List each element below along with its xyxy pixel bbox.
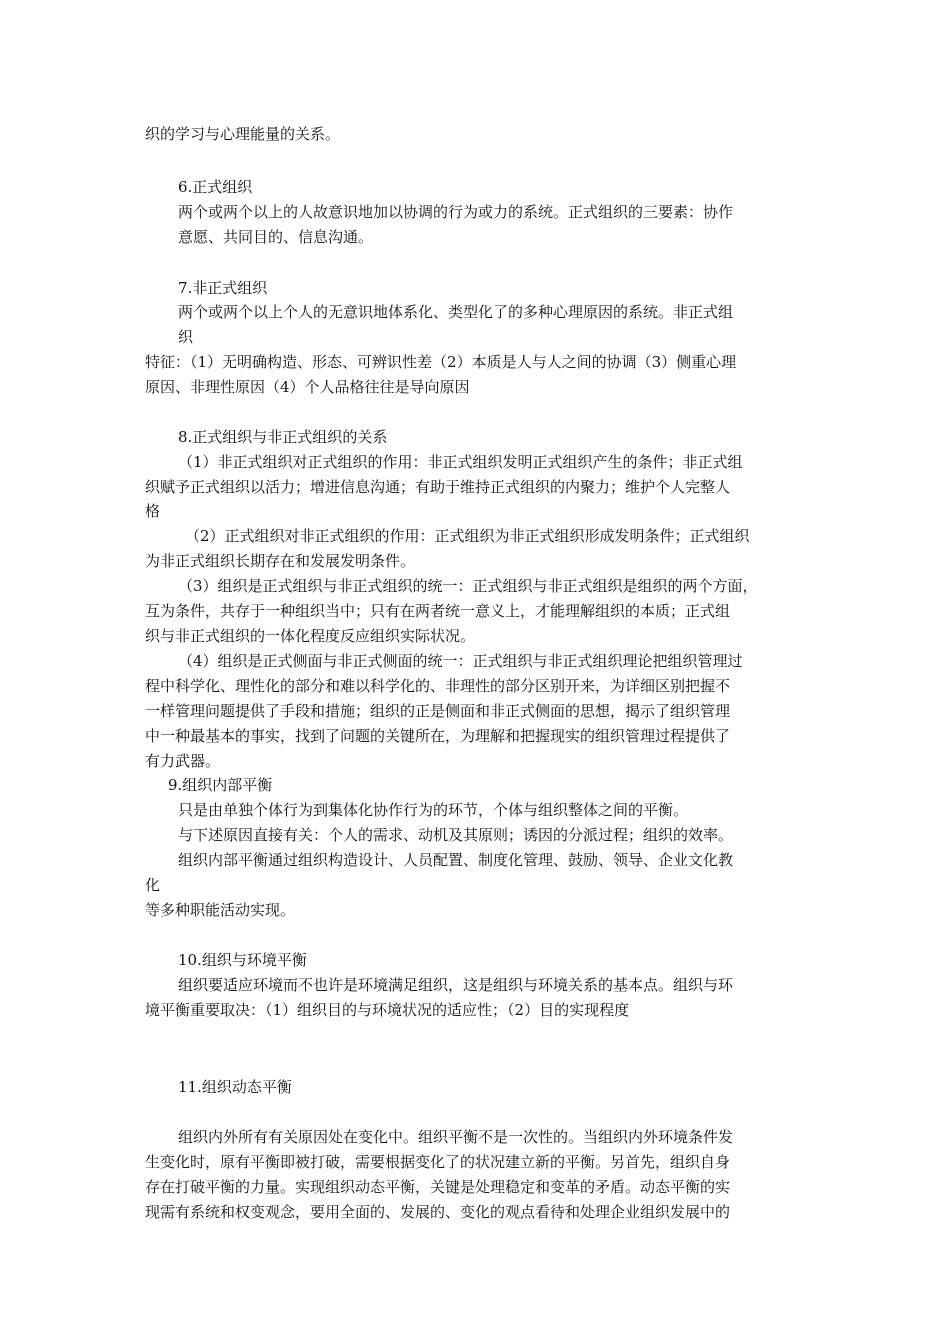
text-line: 特征：（1）无明确构造、形态、可辨识性差（2）本质是人与人之间的协调（3）侧重心理 [145,353,737,371]
text-line: 组织内外所有有关原因处在变化中。组织平衡不是一次性的。当组织内外环境条件发 [178,1128,734,1146]
text-line: 境平衡重要取决：（1）组织目的与环境状况的适应性；（2）目的实现程度 [145,1001,630,1019]
text-line: 组织要适应环境而不也许是环境满足组织，这是组织与环境关系的基本点。组织与环 [178,976,734,994]
text-line: 织的学习与心理能量的关系。 [145,125,341,143]
text-line: 互为条件，共存于一种组织当中；只有在两者统一意义上，才能理解组织的本质；正式组 [145,602,731,620]
section-heading: 8.正式组织与非正式组织的关系 [178,428,388,446]
text-line: 意愿、共同目的、信息沟通。 [178,228,374,246]
text-line: （3）组织是正式组织与非正式组织的统一：正式组织与非正式组织是组织的两个方面， [178,577,758,595]
text-line: 格 [145,502,161,520]
text-line: 为非正式组织长期存在和发展发明条件。 [145,552,416,570]
text-line: 组织内部平衡通过组织构造设计、人员配置、制度化管理、鼓励、领导、企业文化教 [178,851,734,869]
text-line: （2）正式组织对非正式组织的作用：正式组织为非正式组织形成发明条件；正式组织 [185,527,750,545]
text-line: 现需有系统和权变观念，要用全面的、发展的、变化的观点看待和处理企业组织发展中的 [145,1203,731,1221]
section-heading: 9.组织内部平衡 [168,776,273,794]
text-line: 与下述原因直接有关：个人的需求、动机及其原则；诱因的分派过程；组织的效率。 [178,826,734,844]
text-line: 生变化时，原有平衡即被打破，需要根据变化了的状况建立新的平衡。另首先，组织自身 [145,1153,731,1171]
text-line: 两个或两个以上的人故意识地加以协调的行为或力的系统。正式组织的三要素：协作 [178,203,734,221]
text-line: （4）组织是正式侧面与非正式侧面的统一：正式组织与非正式组织理论把组织管理过 [178,652,743,670]
text-line: 程中科学化、理性化的部分和难以科学化的、非理性的部分区别开来，为详细区别把握不 [145,677,731,695]
text-line: （1）非正式组织对正式组织的作用：非正式组织发明正式组织产生的条件；非正式组 [178,453,743,471]
section-heading: 6.正式组织 [178,178,253,196]
text-line: 等多种职能活动实现。 [145,901,296,919]
text-line: 织赋予正式组织以活力；增进信息沟通；有助于维持正式组织的内聚力；维护个人完整人 [145,478,731,496]
text-line: 织与非正式组织的一体化程度反应组织实际状况。 [145,627,476,645]
text-line: 中一种最基本的事实，找到了问题的关键所在，为理解和把握现实的组织管理过程提供了 [145,727,731,745]
text-line: 只是由单独个体行为到集体化协作行为的环节，个体与组织整体之间的平衡。 [178,801,689,819]
text-line: 一样管理问题提供了手段和措施；组织的正是侧面和非正式侧面的思想，揭示了组织管理 [145,702,731,720]
text-line: 有力武器。 [145,752,221,770]
section-heading: 10.组织与环境平衡 [178,951,307,969]
text-line: 两个或两个以上个人的无意识地体系化、类型化了的多种心理原因的系统。非正式组 [178,303,734,321]
section-heading: 7.非正式组织 [178,279,268,297]
section-heading: 11.组织动态平衡 [178,1078,292,1096]
text-line: 原因、非理性原因（4）个人品格往往是导向原因 [145,378,470,396]
text-line: 存在打破平衡的力量。实现组织动态平衡，关键是处理稳定和变革的矛盾。动态平衡的实 [145,1178,731,1196]
text-line: 织 [178,328,194,346]
text-line: 化 [145,876,161,894]
